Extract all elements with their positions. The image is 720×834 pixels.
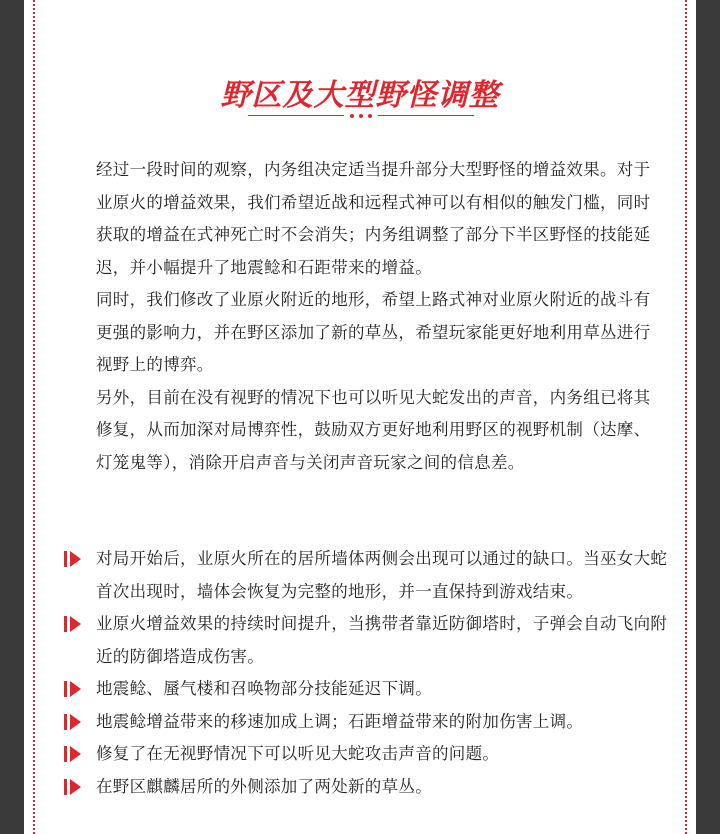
left-dotted-border [33,0,35,834]
list-item [64,608,676,673]
list-item [64,738,676,771]
paragraph: 同时，我们修改了业原火附近的地形，希望上路式神对业原火附近的战斗有更强的影响力，并在野区添加了新的草丛，希望玩家能更好地利用草丛进行视野上的博弈。 [96,290,651,374]
right-dotted-border [685,0,687,834]
body-text [96,154,656,479]
paragraph: 另外，目前在没有视野的情况下也可以听见大蛇发出的声音，内务组已将其修复，从而加深对局博弈性，鼓励双方更好地利用野区的视野机制（达摩、灯笼鬼等），消除开启声音与关闭声音玩家之间的信息差。 [96,387,651,472]
list-item [64,543,676,608]
red-play-arrow-icon [64,778,82,796]
section-title: 野区及大型野怪调整 [220,78,500,113]
list-item-text: 修复了在无视野情况下可以听见大蛇攻击声音的问题。 [96,744,500,763]
red-play-arrow-icon [64,615,82,633]
red-play-arrow-icon [64,713,82,731]
list-item-text: 在野区麒麟居所的外侧添加了两处新的草丛。 [96,776,432,796]
change-list [64,543,676,803]
list-item [64,673,676,706]
title-divider [24,113,696,119]
list-item [64,771,676,804]
article-page [24,0,696,834]
list-item [64,706,676,739]
paragraph: 经过一段时间的观察，内务组决定适当提升部分大型野怪的增益效果。对于业原火的增益效果，我们希望近战和远程式神可以有相似的触发门槛，同时获取的增益在式神死亡时不会消失；内务组调整了部分下半区野怪的技能延迟，并小幅提升了地震鲶和石距带来的增益。 [96,160,651,277]
list-item-text: 地震鲶、蜃气楼和召唤物部分技能延迟下调。 [96,679,432,698]
red-play-arrow-icon [64,745,82,763]
list-item-text: 对局开始后，业原火所在的居所墙体两侧会出现可以通过的缺口。当巫女大蛇首次出现时，墙体会恢复为完整的地形，并一直保持到游戏结束。 [96,549,668,601]
list-item-text: 地震鲶增益带来的移速加成上调；石距增益带来的附加伤害上调。 [96,711,584,731]
red-play-arrow-icon [64,680,82,698]
list-item-text: 业原火增益效果的持续时间提升，当携带者靠近防御塔时，子弹会自动飞向附近的防御塔造成伤害。 [96,614,668,666]
red-play-arrow-icon [64,550,82,568]
